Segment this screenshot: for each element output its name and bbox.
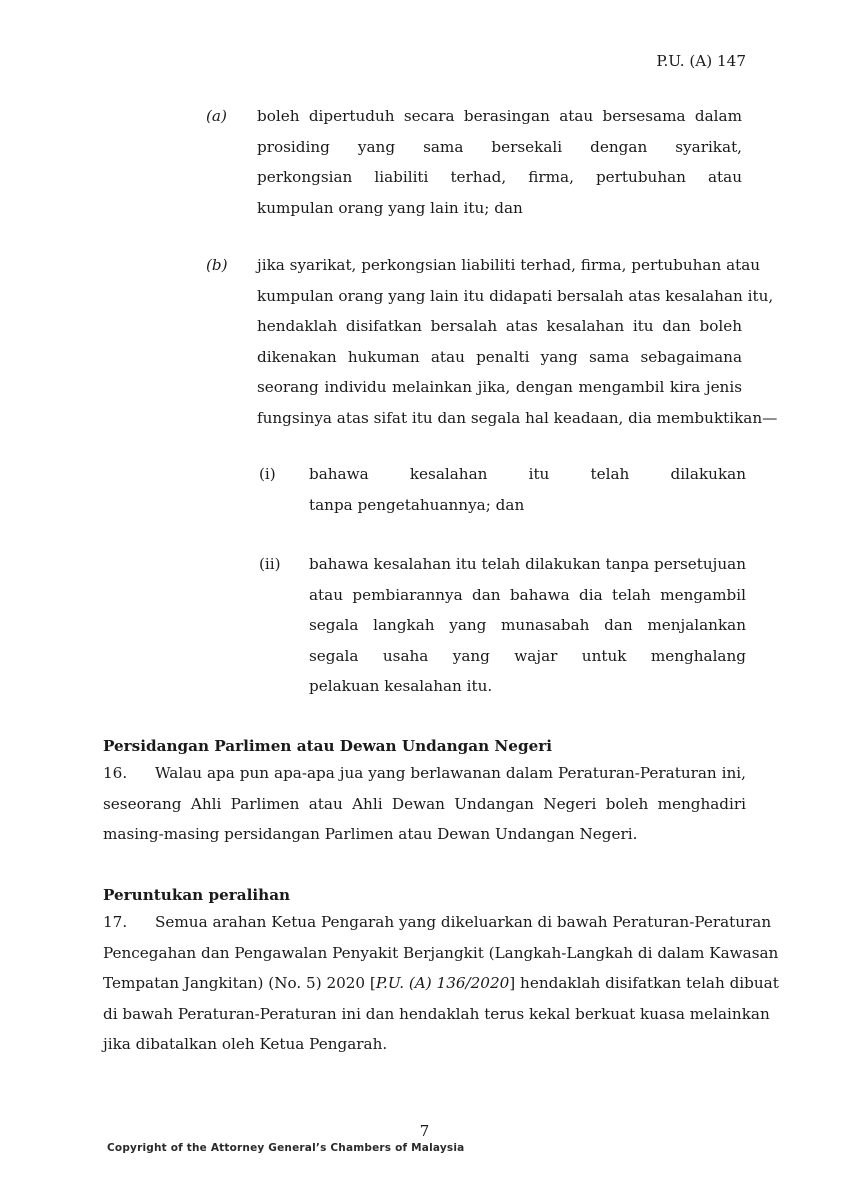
para-a-line: boleh dipertuduh secara berasingan atau bersesama dalam bbox=[257, 107, 742, 125]
gazette-reference: P.U. (A) 147 bbox=[656, 52, 746, 70]
section-17-line: jika dibatalkan oleh Ketua Pengarah. bbox=[103, 1035, 388, 1053]
para-b-label: (b) bbox=[206, 256, 228, 274]
section-16-heading: Persidangan Parlimen atau Dewan Undangan Negeri bbox=[103, 737, 553, 755]
section-17-heading: Peruntukan peralihan bbox=[103, 886, 291, 904]
sub-i-line: tanpa pengetahuannya; dan bbox=[309, 495, 525, 514]
section-16-line: masing-masing persidangan Parlimen atau Dewan Undangan Negeri. bbox=[103, 825, 638, 843]
para-b-line: fungsinya atas sifat itu dan segala hal keadaan, dia membuktikan— bbox=[257, 408, 778, 427]
section-17-line-text: Semua arahan Ketua Pengarah yang dikeluarkan di bawah Peraturan-Peraturan bbox=[155, 913, 772, 931]
sub-i-line: bahawa kesalahan itu telah dilakukan bbox=[309, 465, 746, 483]
section-16-body bbox=[103, 758, 746, 850]
sub-i-label: (i) bbox=[259, 465, 276, 483]
sub-ii-line: segala usaha yang wajar untuk menghalang bbox=[309, 646, 746, 665]
section-17-line bbox=[103, 907, 772, 938]
para-b-text bbox=[257, 250, 778, 433]
para-b-line: hendaklah disifatkan bersalah atas kesalahan itu dan boleh bbox=[257, 317, 742, 335]
section-17-line3-before: Tempatan Jangkitan) (No. 5) 2020 [ bbox=[103, 974, 376, 992]
sub-ii-line: segala langkah yang munasabah dan menjalankan bbox=[309, 616, 746, 634]
section-16-line: seseorang Ahli Parlimen atau Ahli Dewan Undangan Negeri boleh menghadiri bbox=[103, 794, 746, 813]
para-a-label: (a) bbox=[206, 107, 227, 125]
sub-ii-text bbox=[309, 549, 746, 702]
sub-ii-line: bahawa kesalahan itu telah dilakukan tanpa persetujuan bbox=[309, 555, 746, 573]
sub-i-text bbox=[309, 459, 746, 520]
para-b-line: seorang individu melainkan jika, dengan mengambil kira jenis bbox=[257, 378, 742, 396]
page-number: 7 bbox=[419, 1122, 430, 1140]
section-17-number: 17. bbox=[103, 913, 128, 931]
para-a-line: prosiding yang sama bersekali dengan syarikat, bbox=[257, 137, 742, 156]
para-a-line: perkongsian liabiliti terhad, firma, pertubuhan atau bbox=[257, 168, 742, 186]
section-16-line bbox=[103, 758, 746, 789]
para-a-text bbox=[257, 101, 742, 223]
section-16-line-text: Walau apa pun apa-apa jua yang berlawanan dalam Peraturan-Peraturan ini, bbox=[155, 764, 746, 782]
sub-ii-label: (ii) bbox=[259, 555, 281, 573]
para-b-line: jika syarikat, perkongsian liabiliti terhad, firma, pertubuhan atau bbox=[257, 256, 761, 274]
section-16-number: 16. bbox=[103, 764, 128, 782]
sub-ii-line: pelakuan kesalahan itu. bbox=[309, 677, 493, 695]
section-17-line: Pencegahan dan Pengawalan Penyakit Berjangkit (Langkah-Langkah di dalam Kawasan bbox=[103, 943, 779, 962]
section-17-line: di bawah Peraturan-Peraturan ini dan hendaklah terus kekal berkuat kuasa melainkan bbox=[103, 1004, 770, 1023]
sub-ii-line: atau pembiarannya dan bahawa dia telah mengambil bbox=[309, 585, 746, 604]
section-17-body bbox=[103, 907, 779, 1060]
section-17-line3-after: ] hendaklah disifatkan telah dibuat bbox=[509, 974, 779, 992]
para-a-line: kumpulan orang yang lain itu; dan bbox=[257, 198, 523, 217]
section-17-line bbox=[103, 968, 779, 999]
citation-reference: P.U. (A) 136/2020 bbox=[375, 974, 510, 992]
para-b-line: kumpulan orang yang lain itu didapati bersalah atas kesalahan itu, bbox=[257, 286, 774, 305]
para-b-line: dikenakan hukuman atau penalti yang sama sebagaimana bbox=[257, 347, 742, 366]
copyright-notice: Copyright of the Attorney General’s Chambers of Malaysia bbox=[107, 1142, 465, 1154]
